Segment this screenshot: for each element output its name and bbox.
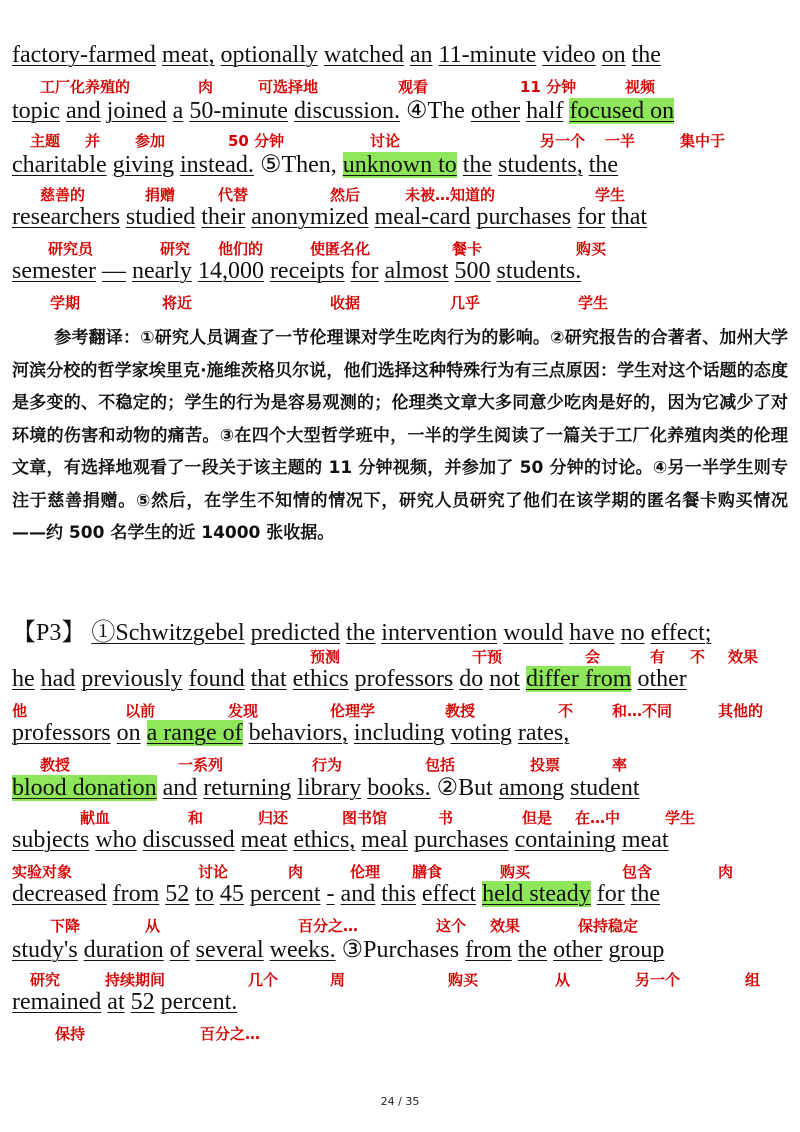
gloss-word: 从 bbox=[555, 971, 571, 989]
english-word: professors bbox=[354, 666, 454, 692]
gloss-word: 其他的 bbox=[718, 702, 764, 720]
translation-text: ①研究人员调查了一节伦理课对学生吃肉行为的影响。②研究报告的合著者、加州大学河滨分校的哲学家埃里克·施维茨格贝尔说，他们选择这种特殊行为有三点原因：学生对这个话题的态度是多变的、不稳定的；学生的行为是容易观测的；伦理类文章大多同意少吃肉是好的，因为它减少了对环境的伤害和动物的痛苦。③在四个大型哲学班中，一半的学生阅读了一篇关于工厂化养殖肉类的伦理文章，有选择地观看了一段关于该主题的 11 分钟视频，并参加了 50 分钟的讨论。④另一半学生则专注于慈善捐赠。⑤然后，在学生不知情的情况下，研究人员研究了他们在该学期的匿名餐卡购买情况——约 500 名学生的近 14000 张收据。 bbox=[12, 328, 789, 543]
english-word: who bbox=[95, 827, 137, 853]
gloss-word: 并 bbox=[85, 132, 101, 150]
english-word: of bbox=[169, 937, 190, 963]
english-word: and bbox=[162, 775, 198, 801]
gloss-word: 行为 bbox=[312, 756, 343, 774]
gloss-word: 讨论 bbox=[198, 863, 229, 881]
gloss-word: 学生 bbox=[578, 294, 609, 312]
english-word: remained bbox=[12, 989, 102, 1015]
english-word: decreased bbox=[12, 881, 107, 907]
english-word: factory-farmed bbox=[12, 42, 156, 68]
gloss-word: 持续期间 bbox=[105, 971, 166, 989]
gloss-word: 图书馆 bbox=[342, 809, 388, 827]
gloss-word: 有 bbox=[650, 648, 666, 666]
english-word: the bbox=[588, 152, 619, 178]
gloss-word: 周 bbox=[330, 971, 346, 989]
english-word: 45 bbox=[219, 881, 244, 907]
english-word: other bbox=[553, 937, 603, 963]
english-line bbox=[12, 96, 674, 125]
gloss-word: 使匿名化 bbox=[310, 240, 371, 258]
english-word: that bbox=[250, 666, 287, 692]
english-line bbox=[12, 612, 711, 647]
english-line bbox=[12, 666, 687, 693]
english-word: ⑤Then, bbox=[259, 152, 337, 178]
gloss-word: 率 bbox=[612, 756, 628, 774]
gloss-word: 一半 bbox=[605, 132, 636, 150]
english-word: percent. bbox=[160, 989, 238, 1015]
gloss-word: 在…中 bbox=[575, 809, 621, 827]
english-word: intervention bbox=[381, 620, 498, 646]
english-word: the bbox=[517, 937, 548, 963]
english-word: video bbox=[542, 42, 596, 68]
english-line bbox=[12, 989, 237, 1016]
english-word: studied bbox=[125, 204, 196, 230]
gloss-word: 视频 bbox=[625, 78, 656, 96]
gloss-word: 学生 bbox=[595, 186, 626, 204]
english-word: containing bbox=[514, 827, 616, 853]
english-word: nearly bbox=[131, 258, 192, 284]
english-word: receipts bbox=[269, 258, 345, 284]
gloss-word: 几乎 bbox=[450, 294, 481, 312]
english-word: ethics, bbox=[293, 827, 356, 853]
gloss-word: 研究员 bbox=[48, 240, 94, 258]
gloss-word: 他们的 bbox=[218, 240, 264, 258]
english-word: from bbox=[465, 937, 512, 963]
gloss-word: 会 bbox=[585, 648, 601, 666]
english-word: previously bbox=[81, 666, 183, 692]
english-line bbox=[12, 150, 618, 179]
english-word: discussion. bbox=[293, 98, 400, 124]
gloss-word: 学期 bbox=[50, 294, 81, 312]
gloss-word: 干预 bbox=[472, 648, 503, 666]
gloss-word: 可选择地 bbox=[258, 78, 319, 96]
gloss-word: 以前 bbox=[125, 702, 156, 720]
english-word: for bbox=[596, 881, 625, 907]
gloss-word: 效果 bbox=[490, 917, 521, 935]
english-word: other bbox=[637, 666, 687, 692]
english-word: ②But bbox=[436, 775, 493, 801]
gloss-word: 购买 bbox=[500, 863, 531, 881]
gloss-word: 收据 bbox=[330, 294, 361, 312]
gloss-word: 教授 bbox=[40, 756, 71, 774]
translation-label: 参考翻译： bbox=[54, 328, 141, 348]
gloss-word: 另一个 bbox=[635, 971, 681, 989]
gloss-word: 包含 bbox=[622, 863, 653, 881]
english-word: and bbox=[66, 98, 101, 124]
english-word: predicted bbox=[250, 620, 340, 646]
gloss-word: 教授 bbox=[445, 702, 476, 720]
english-word: he bbox=[12, 666, 35, 692]
english-word: 52 bbox=[165, 881, 190, 907]
english-word: group bbox=[608, 937, 665, 963]
english-word: have bbox=[569, 620, 615, 646]
english-word: books. bbox=[367, 775, 431, 801]
english-line bbox=[12, 881, 660, 908]
english-word: — bbox=[101, 258, 126, 284]
english-word: semester bbox=[12, 258, 96, 284]
english-word: meal-card bbox=[374, 204, 471, 230]
gloss-word: 和 bbox=[188, 809, 204, 827]
english-word: ethics bbox=[292, 666, 349, 692]
highlighted-phrase: held steady bbox=[482, 881, 591, 907]
english-word: percent bbox=[249, 881, 321, 907]
english-word: purchases bbox=[413, 827, 509, 853]
english-word: to bbox=[195, 881, 214, 907]
english-word: that bbox=[611, 204, 648, 230]
english-word: voting bbox=[450, 720, 512, 746]
gloss-word: 献血 bbox=[80, 809, 111, 827]
english-word: other bbox=[470, 98, 521, 124]
gloss-word: 他 bbox=[12, 702, 28, 720]
highlighted-phrase: blood donation bbox=[12, 775, 157, 801]
gloss-word: 研究 bbox=[160, 240, 191, 258]
highlighted-phrase: a range of bbox=[146, 720, 243, 746]
gloss-word: 11 分钟 bbox=[520, 78, 577, 96]
gloss-word: 预测 bbox=[310, 648, 341, 666]
english-word: instead. bbox=[179, 152, 254, 178]
english-word: meat bbox=[621, 827, 669, 853]
english-word: no bbox=[620, 620, 645, 646]
english-word: 50-minute bbox=[189, 98, 288, 124]
english-word: returning bbox=[203, 775, 292, 801]
english-word: on bbox=[116, 720, 141, 746]
english-word: the bbox=[630, 881, 661, 907]
gloss-word: 未被…知道的 bbox=[405, 186, 496, 204]
english-word: from bbox=[112, 881, 160, 907]
page-number: 24 / 35 bbox=[380, 1095, 420, 1108]
english-line bbox=[12, 773, 639, 802]
gloss-word: 百分之… bbox=[298, 917, 359, 935]
english-word: found bbox=[188, 666, 245, 692]
english-word: do bbox=[459, 666, 484, 692]
english-word: the bbox=[631, 42, 661, 68]
gloss-word: 研究 bbox=[30, 971, 61, 989]
english-word: study's bbox=[12, 937, 78, 963]
english-line bbox=[12, 258, 581, 285]
english-line bbox=[12, 42, 661, 69]
english-word: charitable bbox=[12, 152, 107, 178]
english-word: joined bbox=[106, 98, 167, 124]
gloss-word: 膳食 bbox=[412, 863, 443, 881]
gloss-word: 购买 bbox=[448, 971, 479, 989]
gloss-word: 一系列 bbox=[178, 756, 224, 774]
gloss-word: 效果 bbox=[728, 648, 759, 666]
english-word: meat bbox=[240, 827, 288, 853]
gloss-word: 归还 bbox=[258, 809, 289, 827]
gloss-word: 捐赠 bbox=[145, 186, 176, 204]
english-word: among bbox=[498, 775, 565, 801]
gloss-word: 肉 bbox=[288, 863, 304, 881]
highlighted-phrase: differ from bbox=[525, 666, 632, 692]
english-word: student bbox=[570, 775, 640, 801]
english-word: effect bbox=[421, 881, 477, 907]
english-line bbox=[12, 935, 664, 964]
english-word: behaviors, bbox=[248, 720, 348, 746]
english-word: for bbox=[350, 258, 379, 284]
english-word: and bbox=[340, 881, 376, 907]
english-word: almost bbox=[384, 258, 449, 284]
gloss-word: 集中于 bbox=[680, 132, 726, 150]
gloss-word: 50 分钟 bbox=[228, 132, 285, 150]
english-line bbox=[12, 720, 569, 747]
english-word: a bbox=[172, 98, 184, 124]
english-word: not bbox=[489, 666, 520, 692]
gloss-word: 从 bbox=[145, 917, 161, 935]
english-line bbox=[12, 827, 669, 854]
gloss-word: 不 bbox=[558, 702, 574, 720]
gloss-word: 餐卡 bbox=[452, 240, 483, 258]
english-word: watched bbox=[323, 42, 404, 68]
english-word: students. bbox=[496, 258, 582, 284]
english-word: the bbox=[462, 152, 493, 178]
gloss-word: 但是 bbox=[522, 809, 553, 827]
english-word: library bbox=[297, 775, 362, 801]
english-word: their bbox=[201, 204, 246, 230]
english-word: for bbox=[577, 204, 606, 230]
english-word: weeks. bbox=[269, 937, 336, 963]
gloss-word: 百分之… bbox=[200, 1025, 261, 1043]
english-word: 52 bbox=[130, 989, 155, 1015]
gloss-word: 代替 bbox=[218, 186, 249, 204]
english-word: ④The bbox=[405, 98, 465, 124]
gloss-word: 不 bbox=[690, 648, 706, 666]
highlighted-phrase: focused on bbox=[569, 98, 675, 124]
gloss-word: 慈善的 bbox=[40, 186, 86, 204]
english-word: giving bbox=[112, 152, 174, 178]
english-word: the bbox=[345, 620, 376, 646]
gloss-word: 伦理 bbox=[350, 863, 381, 881]
gloss-word: 包括 bbox=[425, 756, 456, 774]
gloss-word: 保持 bbox=[55, 1025, 86, 1043]
reference-translation bbox=[12, 322, 788, 550]
english-word: purchases bbox=[476, 204, 572, 230]
english-word: 500 bbox=[454, 258, 491, 284]
gloss-word: 实验对象 bbox=[12, 863, 73, 881]
gloss-word: 主题 bbox=[30, 132, 61, 150]
english-word: ①Schwitzgebel bbox=[91, 620, 245, 646]
gloss-word: 伦理学 bbox=[330, 702, 376, 720]
gloss-word: 肉 bbox=[718, 863, 734, 881]
english-word: researchers bbox=[12, 204, 120, 230]
english-word: meat, bbox=[161, 42, 215, 68]
english-word: had bbox=[40, 666, 76, 692]
english-word: including bbox=[353, 720, 445, 746]
english-word: meal bbox=[361, 827, 408, 853]
gloss-word: 下降 bbox=[50, 917, 81, 935]
gloss-word: 工厂化养殖的 bbox=[40, 78, 131, 96]
english-word: - bbox=[326, 881, 335, 907]
gloss-word: 这个 bbox=[436, 917, 467, 935]
gloss-word: 和…不同 bbox=[612, 702, 673, 720]
english-word: half bbox=[526, 98, 564, 124]
english-word: professors bbox=[12, 720, 111, 746]
english-word: 11-minute bbox=[438, 42, 537, 68]
english-word: an bbox=[409, 42, 433, 68]
gloss-word: 发现 bbox=[228, 702, 259, 720]
english-word: this bbox=[381, 881, 416, 907]
english-word: effect; bbox=[650, 620, 712, 646]
gloss-word: 组 bbox=[745, 971, 761, 989]
english-word: rates, bbox=[517, 720, 570, 746]
english-word: on bbox=[601, 42, 626, 68]
gloss-word: 投票 bbox=[530, 756, 561, 774]
english-word: at bbox=[107, 989, 125, 1015]
gloss-word: 肉 bbox=[198, 78, 214, 96]
english-word: ③Purchases bbox=[341, 937, 460, 963]
english-word: students, bbox=[498, 152, 583, 178]
gloss-word: 观看 bbox=[398, 78, 429, 96]
english-word: 14,000 bbox=[197, 258, 264, 284]
english-word: anonymized bbox=[251, 204, 369, 230]
english-line bbox=[12, 204, 647, 231]
gloss-word: 参加 bbox=[135, 132, 166, 150]
english-word: 【P3】 bbox=[12, 620, 86, 646]
gloss-word: 几个 bbox=[248, 971, 279, 989]
english-word: subjects bbox=[12, 827, 90, 853]
gloss-word: 讨论 bbox=[370, 132, 401, 150]
gloss-word: 购买 bbox=[576, 240, 607, 258]
english-word: duration bbox=[83, 937, 164, 963]
english-word: several bbox=[195, 937, 264, 963]
gloss-word: 另一个 bbox=[540, 132, 586, 150]
gloss-word: 保持稳定 bbox=[578, 917, 639, 935]
english-word: optionally bbox=[220, 42, 318, 68]
gloss-word: 然后 bbox=[330, 186, 361, 204]
english-word: discussed bbox=[142, 827, 235, 853]
gloss-word: 书 bbox=[438, 809, 454, 827]
highlighted-phrase: unknown to bbox=[342, 152, 457, 178]
gloss-word: 将近 bbox=[162, 294, 193, 312]
gloss-word: 学生 bbox=[665, 809, 696, 827]
english-word: would bbox=[503, 620, 564, 646]
english-word: topic bbox=[12, 98, 60, 124]
